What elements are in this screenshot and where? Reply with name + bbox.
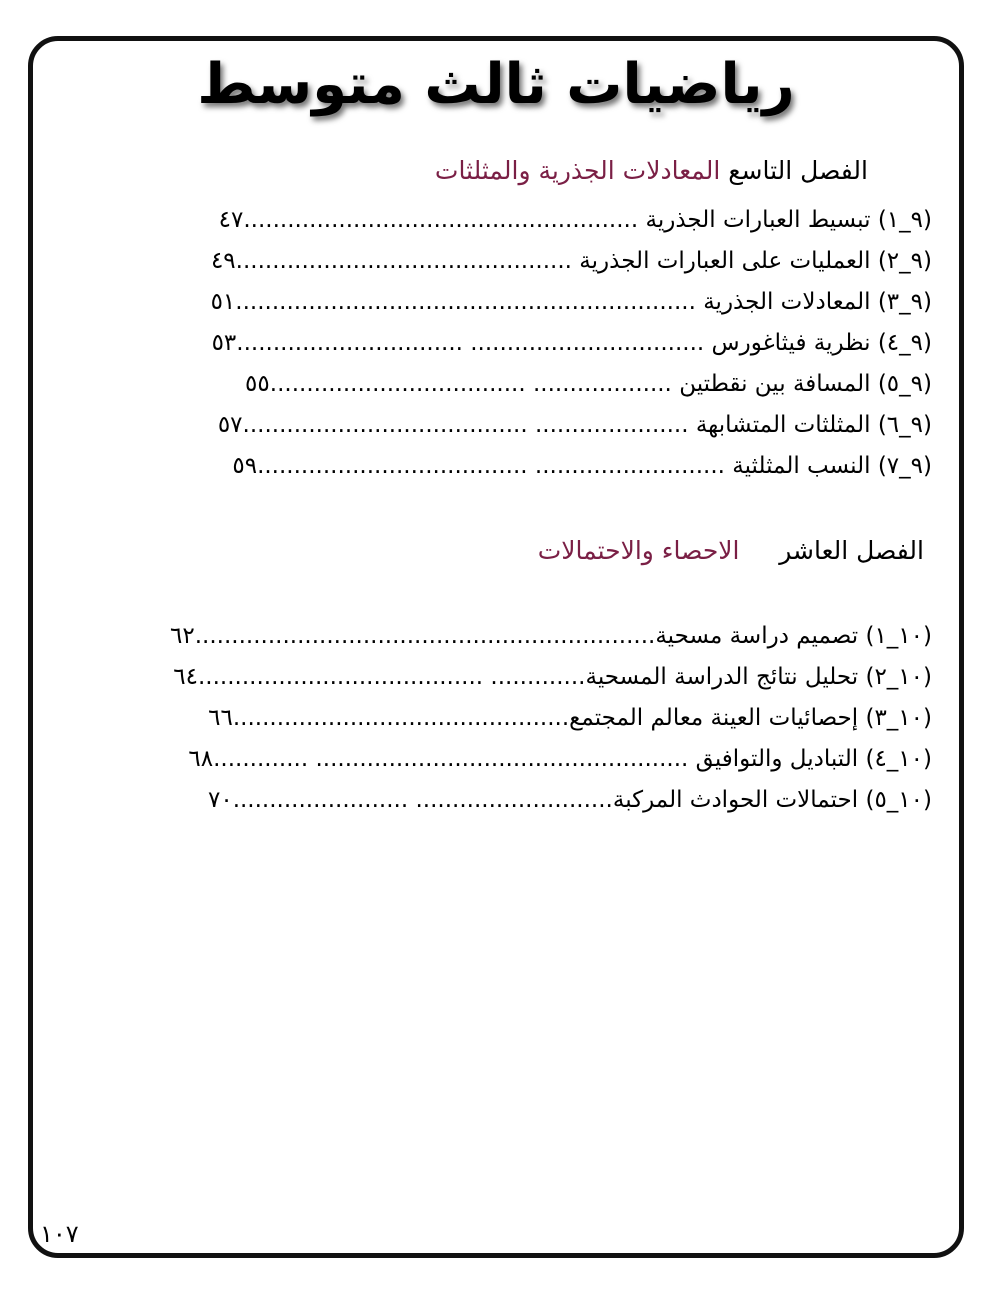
entry-page: ٦٢ xyxy=(170,623,195,649)
entry-title: التباديل والتوافيق xyxy=(695,746,859,772)
entry-number: (٩_٣) xyxy=(877,289,932,315)
toc-entry xyxy=(211,282,932,323)
entry-title: تبسيط العبارات الجذرية xyxy=(645,207,871,233)
page-title: رياضيات ثالث متوسط xyxy=(197,52,795,117)
chapter-nine-label: الفصل التاسع xyxy=(728,156,868,185)
entry-leader-dots: .......................... ..................................... xyxy=(257,453,725,479)
entry-leader-dots: ............................................................... xyxy=(235,289,696,315)
entry-number: (١٠_٣) xyxy=(865,705,932,731)
entry-page: ٥١ xyxy=(210,289,236,315)
chapter-ten-label: الفصل العاشر xyxy=(779,536,924,565)
entry-title: نظرية فيثاغورس xyxy=(711,330,871,356)
toc-entry xyxy=(211,405,932,446)
entry-leader-dots: ................................ ............................... xyxy=(236,330,705,356)
entry-title: إحصائيات العينة معالم المجتمع xyxy=(569,705,859,731)
entry-number: (١٠_٤) xyxy=(865,746,932,772)
entry-title: النسب المثلثية xyxy=(732,453,871,479)
entry-leader-dots: ................................................... ............. xyxy=(213,746,689,772)
entry-page: ٧٠ xyxy=(207,787,233,813)
chapter-nine-toc xyxy=(211,200,932,487)
entry-leader-dots: ...................................................... xyxy=(243,207,639,233)
toc-entry xyxy=(170,739,932,780)
entry-page: ٥٥ xyxy=(245,371,270,397)
chapter-nine-heading xyxy=(435,156,868,185)
entry-number: (٩_٥) xyxy=(877,371,932,397)
entry-number: (٩_٢) xyxy=(877,248,932,274)
entry-leader-dots: .............................................. xyxy=(232,705,570,731)
entry-title: احتمالات الحوادث المركبة xyxy=(612,787,859,813)
entry-number: (١٠_١) xyxy=(865,623,932,649)
entry-leader-dots: .............................................. xyxy=(235,248,572,274)
entry-title: المعادلات الجذرية xyxy=(703,289,871,315)
entry-leader-dots: ............. ....................................... xyxy=(197,664,586,690)
chapter-ten-subtitle: الاحصاء والاحتمالات xyxy=(537,536,740,565)
toc-entry xyxy=(211,241,932,282)
entry-number: (٩_٤) xyxy=(877,330,932,356)
entry-page: ٥٣ xyxy=(211,330,237,356)
entry-number: (٩_٧) xyxy=(877,453,932,479)
toc-entry xyxy=(170,616,932,657)
entry-leader-dots: ........................... ........................ xyxy=(232,787,613,813)
entry-leader-dots: ..................... ....................................... xyxy=(242,412,689,438)
entry-title: تصميم دراسة مسحية xyxy=(655,623,859,649)
entry-leader-dots: ................... ................................... xyxy=(269,371,672,397)
entry-page: ٦٤ xyxy=(173,664,198,690)
page-number: ١٠٧ xyxy=(40,1220,79,1248)
entry-number: (٩_١) xyxy=(877,207,932,233)
toc-entry xyxy=(211,323,932,364)
toc-entry xyxy=(211,364,932,405)
toc-entry xyxy=(170,780,932,821)
entry-page: ٤٧ xyxy=(218,207,244,233)
toc-entry xyxy=(211,446,932,487)
entry-number: (١٠_٢) xyxy=(865,664,932,690)
entry-title: العمليات على العبارات الجذرية xyxy=(579,248,871,274)
chapter-ten-heading xyxy=(538,536,924,565)
entry-number: (٩_٦) xyxy=(877,412,932,438)
entry-page: ٦٦ xyxy=(208,705,233,731)
toc-entry xyxy=(211,200,932,241)
chapter-ten-toc xyxy=(170,616,932,821)
chapter-nine-subtitle: المعادلات الجذرية والمثلثات xyxy=(434,156,721,185)
entry-page: ٤٩ xyxy=(210,248,236,274)
entry-page: ٥٧ xyxy=(217,412,243,438)
entry-title: المسافة بين نقطتين xyxy=(679,371,871,397)
toc-entry xyxy=(170,698,932,739)
entry-number: (١٠_٥) xyxy=(865,787,932,813)
entry-page: ٦٨ xyxy=(188,746,214,772)
toc-entry xyxy=(170,657,932,698)
entry-title: المثلثات المتشابهة xyxy=(695,412,871,438)
entry-page: ٥٩ xyxy=(232,453,258,479)
entry-title: تحليل نتائج الدراسة المسحية xyxy=(585,664,859,690)
entry-leader-dots: ............................................................... xyxy=(194,623,656,649)
